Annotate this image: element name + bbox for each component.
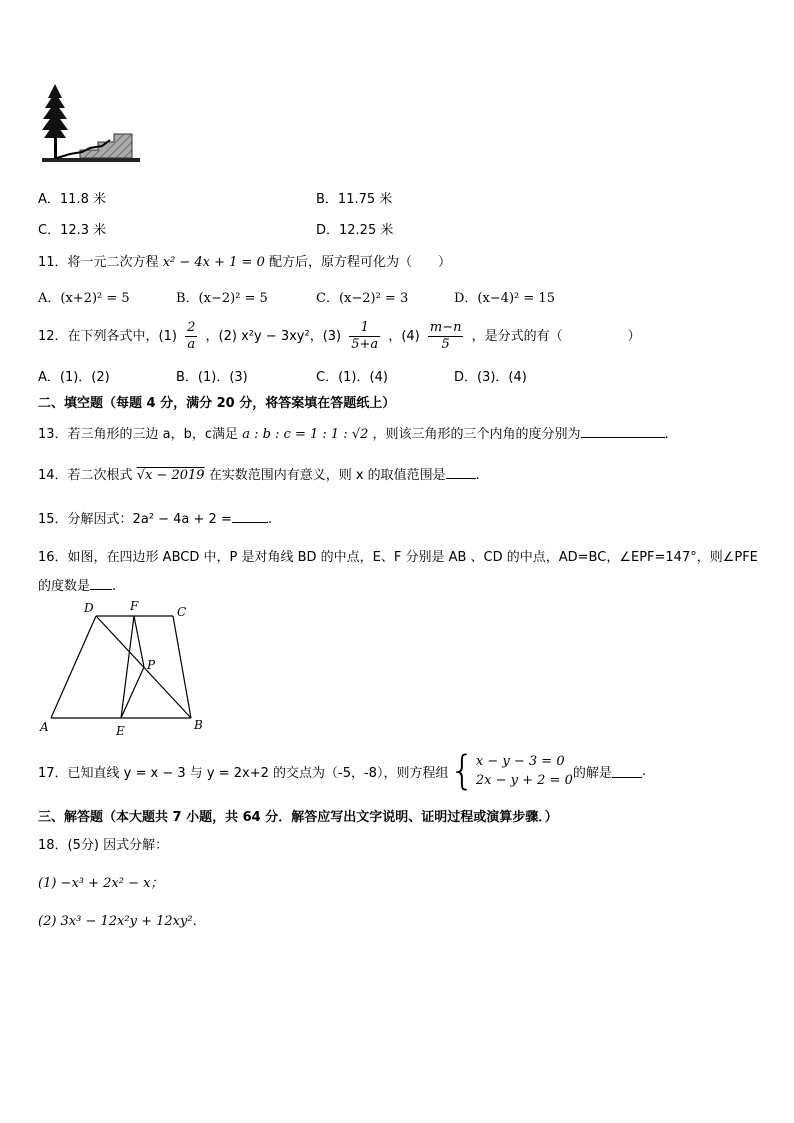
- q16-end: .: [112, 579, 117, 594]
- question-18-part-2: (2) 3x³ − 12x²y + 12xy²．: [38, 914, 206, 929]
- q13-answer-blank[interactable]: [581, 425, 665, 438]
- q12-option-d: D．(3)．(4): [454, 370, 527, 385]
- quadrilateral-figure: [36, 598, 216, 738]
- question-16-line-2: [38, 575, 116, 594]
- q12-f4-denominator: 5: [441, 337, 450, 352]
- label-b: B: [194, 718, 203, 732]
- label-d: D: [84, 601, 94, 615]
- section-2-heading: 二、填空题（每题 4 分，满分 20 分，将答案填在答题纸上）: [38, 396, 396, 411]
- question-18-title: 18．(5分) 因式分解：: [38, 838, 169, 853]
- q14-end: .: [475, 468, 480, 483]
- q12-f4-numerator: m−n: [429, 320, 462, 335]
- q14-radical: √x − 2019: [136, 468, 205, 483]
- label-p: P: [147, 658, 156, 672]
- q12-fraction-1: [185, 320, 197, 353]
- q11-option-b: B．(x−2)² = 5: [176, 291, 268, 306]
- q17-eq2: 2x − y + 2 = 0: [475, 773, 573, 788]
- q12-suffix: ，是分式的有（ ）: [471, 329, 641, 344]
- section-3-heading: 三、解答题（本大题共 7 小题，共 64 分．解答应写出文字说明、证明过程或演算步骤．）: [38, 810, 558, 825]
- q12-item-4: ，(4): [388, 329, 420, 344]
- q11-stem-prefix: 11．将一元二次方程: [38, 255, 159, 270]
- q15-prefix: 15．分解因式：2a² − 4a + 2 =: [38, 512, 232, 527]
- edge-bc: [173, 616, 191, 718]
- q14-answer-blank[interactable]: [446, 466, 476, 479]
- q13-end: .: [664, 427, 669, 442]
- q16-answer-blank[interactable]: [90, 577, 112, 590]
- q17-suffix: 的解是: [572, 765, 612, 781]
- q17-prefix: 17．已知直线 y = x − 3 与 y = 2x+2 的交点为（-5，-8），则方程组: [38, 765, 449, 781]
- q12-prefix: 12．在下列各式中，(1): [38, 329, 177, 344]
- question-13: [38, 423, 669, 442]
- q14-prefix: 14．若二次根式: [38, 468, 133, 483]
- edge-ad: [51, 616, 96, 718]
- label-f: F: [130, 599, 139, 613]
- q17-answer-blank[interactable]: [612, 765, 642, 778]
- q12-option-c: C．(1)．(4): [316, 370, 388, 385]
- q10-option-b: B．11.75 米: [316, 192, 393, 207]
- q17-eq1: x − y − 3 = 0: [475, 754, 565, 769]
- question-15: [38, 508, 272, 527]
- q16-line2-text: 的度数是: [38, 579, 91, 594]
- q12-f3-denominator: 5+a: [351, 337, 379, 352]
- q13-ratio: a : b : c = 1 : 1 : √2: [242, 427, 369, 442]
- q17-end: .: [641, 763, 647, 779]
- q15-answer-blank[interactable]: [232, 510, 268, 523]
- q12-fraction-3: [349, 320, 380, 353]
- q13-prefix: 13．若三角形的三边 a，b，c满足: [38, 427, 239, 442]
- q11-option-d: D．(x−4)² = 15: [454, 291, 555, 306]
- segment-fp: [134, 616, 144, 667]
- label-a: A: [40, 720, 49, 734]
- q11-stem-suffix: 配方后，原方程可化为（ ）: [269, 255, 452, 270]
- q12-option-b: B．(1)．(3): [176, 370, 248, 385]
- q12-f1-denominator: a: [187, 337, 196, 352]
- tree-steps-figure: [40, 82, 142, 172]
- q12-option-a: A．(1)．(2): [38, 370, 110, 385]
- q10-option-c: C．12.3 米: [38, 223, 107, 238]
- label-e: E: [116, 724, 125, 738]
- q15-end: .: [267, 512, 272, 527]
- q10-option-d: D．12.25 米: [316, 223, 394, 238]
- question-16-line-1: 16．如图，在四边形 ABCD 中，P 是对角线 BD 的中点，E、F 分别是 AB 、CD 的中点，AD=BC，∠EPF=147°，则∠PFE: [38, 550, 758, 565]
- q13-suffix: ，则该三角形的三个内角的度分别为: [372, 427, 581, 442]
- q11-option-c: C．(x−2)² = 3: [316, 291, 409, 306]
- label-c: C: [177, 605, 187, 619]
- q17-system: [476, 752, 573, 790]
- q14-suffix: 在实数范围内有意义，则 x 的取值范围是: [208, 468, 446, 483]
- question-14: [38, 464, 480, 483]
- q12-f3-numerator: 1: [349, 320, 380, 337]
- question-12-stem: [38, 318, 641, 356]
- q12-item-2: ，(2) x²y − 3xy²，(3): [205, 329, 342, 344]
- q17-brace: {: [449, 748, 475, 794]
- q12-fraction-4: [428, 320, 464, 353]
- q10-option-a: A．11.8 米: [38, 192, 106, 207]
- q11-equation: x² − 4x + 1 = 0: [162, 255, 265, 270]
- q11-option-a: A．(x+2)² = 5: [38, 291, 130, 306]
- question-17: [38, 748, 646, 794]
- q12-f1-numerator: 2: [187, 320, 196, 335]
- question-18-part-1: (1) −x³ + 2x² − x；: [38, 876, 164, 891]
- question-11-stem: [38, 251, 451, 270]
